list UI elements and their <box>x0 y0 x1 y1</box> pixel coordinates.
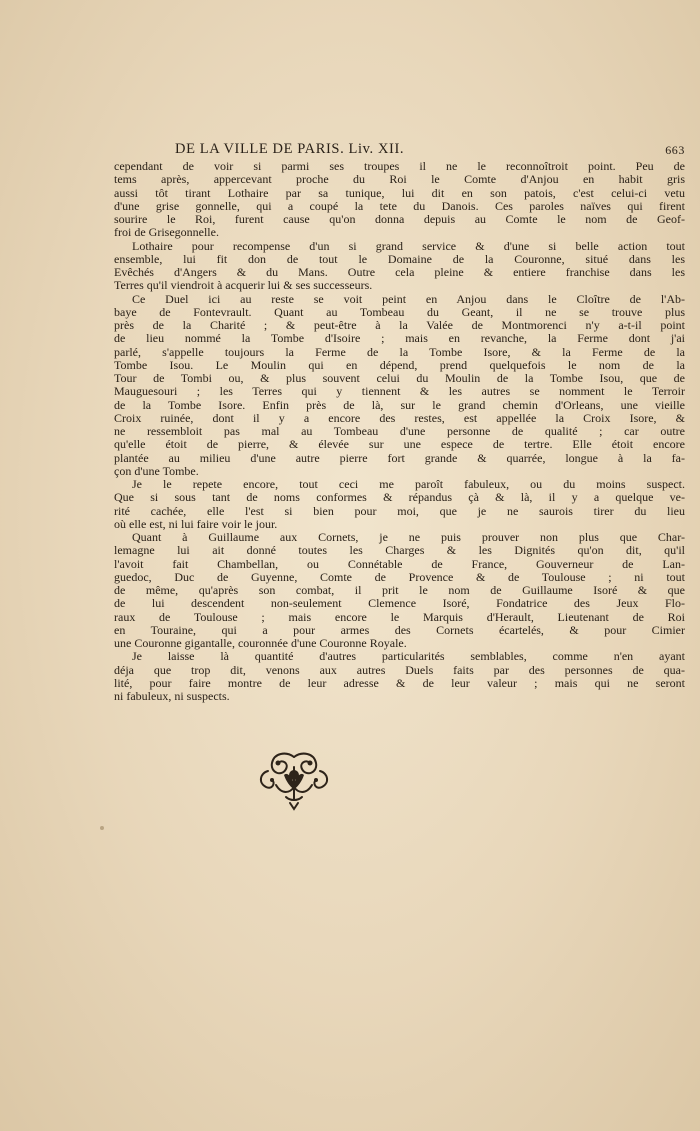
text-line: parlé, s'appelle toujours la Ferme de la Tombe Isore, & la Ferme de la <box>114 345 685 359</box>
text-line: raux de Toulouse ; mais encore le Marquis d'Herault, Lieutenant de Roi <box>114 610 685 624</box>
text-line: ne ressembloit pas mal au Tombeau d'une personne de qualité ; car outre <box>114 425 685 438</box>
text-line: près de la Charité ; & peut-être à la Valée de Montmorenci n'y a-t-il point <box>114 319 685 332</box>
text-line: de la Tombe Isore. Enfin près de là, sur le grand chemin d'Orleans, une vieille <box>114 398 685 412</box>
body-text <box>114 160 685 703</box>
text-line: de lieu nommé la Tombe d'Isoire ; mais en revanche, la Ferme dont j'ai <box>114 332 685 346</box>
paragraph-p4 <box>114 478 685 531</box>
page-number: 663 <box>665 143 685 157</box>
text-line: lité, pour faire montre de leur adresse & de leur valeur ; mais qui ne seront <box>114 676 685 690</box>
fleuron-ornament-icon <box>256 749 332 811</box>
paragraph-p6 <box>114 650 685 703</box>
text-line: froi de Grisegonnelle. <box>114 226 219 240</box>
text-line: Quant à Guillaume aux Cornets, je ne puis prouver non plus que Char- <box>132 531 685 544</box>
text-line: Je laisse là quantité d'autres particularités semblables, comme n'en ayant <box>132 650 685 664</box>
text-line: où elle est, ni lui faire voir le jour. <box>114 517 278 531</box>
text-line: de lui descendent non-seulement Clemence Isoré, Fondatrice des Jeux Flo- <box>114 597 685 611</box>
text-line: Que si sous tant de noms conformes & répandus çà & là, il y a quelque ve- <box>114 491 685 505</box>
text-line: Mauguesouri ; les Terres qui y tiennent & les autres se nomment le Terroir <box>114 385 685 399</box>
text-line: tems après, appercevant proche du Roi le Comte d'Anjou en habit gris <box>114 173 685 187</box>
text-line: Je le repete encore, tout ceci me paroît fabuleux, ou du moins suspect. <box>132 478 685 491</box>
text-line: de même, qu'après son combat, il prit le nom de Guillaume Isoré & que <box>114 584 685 597</box>
paper-speck <box>100 826 104 830</box>
text-line: en Touraine, qui a pour armes des Cornets écartelés, & pour Cimier <box>114 623 685 637</box>
text-line: sourire le Roi, furent cause qu'on donna depuis au Comte le nom de Geof- <box>114 213 685 226</box>
text-line: rité cachée, elle l'est si bien pour moi, que je ne saurois tirer du lieu <box>114 504 685 518</box>
paragraph-p1 <box>114 160 685 240</box>
text-line: cependant de voir si parmi ses troupes il ne le reconnoîtroit point. Peu de <box>114 160 685 173</box>
paragraph-p5 <box>114 531 685 650</box>
text-line: une Couronne gigantalle, couronnée d'une Couronne Royale. <box>114 637 407 650</box>
text-line: aussi tôt tirant Lothaire par sa tunique, lui dit en son patois, c'est celui-ci vetu <box>114 186 685 200</box>
text-line: Ce Duel ici au reste se voit peint en Anjou dans le Cloître de l'Ab- <box>132 292 685 306</box>
text-line: ensemble, lui fit don de tout le Domaine de la Couronne, situé dans les <box>114 252 685 266</box>
text-line: Tour de Tombi ou, & plus souvent celui du Moulin de la Tombe Isou, que de <box>114 372 685 385</box>
text-line: Terres qu'il viendroit à acquerir lui & ses successeurs. <box>114 279 373 293</box>
running-title: DE LA VILLE DE PARIS. Liv. XII. <box>175 141 405 157</box>
paragraph-p2 <box>114 240 685 293</box>
text-line: Tombe Isou. Le Moulin qui en dépend, prend quelquefois le nom de la <box>114 358 685 372</box>
text-line: qu'elle étoit de pierre, & élevée sur une espece de tertre. Elle étoit encore <box>114 438 685 452</box>
text-line: Lothaire pour recompense d'un si grand service & d'une si belle action tout <box>132 239 685 253</box>
paragraph-p3 <box>114 293 685 479</box>
text-line: çon d'une Tombe. <box>114 464 199 478</box>
text-line: baye de Fontevrault. Quant au Tombeau du Geant, il ne se trouve plus <box>114 305 685 319</box>
text-line: Croix ruinée, dont il y a encore des restes, est appellée la Croix Isore, & <box>114 411 685 425</box>
text-line: Evêchés d'Angers & du Mans. Outre cela pleine & entiere franchise dans les <box>114 266 685 279</box>
text-line: ni fabuleux, ni suspects. <box>114 690 230 703</box>
text-line: lemagne lui ait donné toutes les Charges & les Dignités qu'on dit, qu'il <box>114 544 685 558</box>
text-line: l'avoit fait Chambellan, ou Connétable de France, Gouverneur de Lan- <box>114 557 685 571</box>
text-line: déja que trop dit, venons aux autres Duels faits par des personnes de qua- <box>114 663 685 677</box>
text-line: plantée au milieu d'une autre pierre fort grande & quarrée, longue à la fa- <box>114 451 685 465</box>
text-line: d'une grise gonnelle, qui a coupé la tete du Danois. Ces paroles naïves qui firent <box>114 199 685 213</box>
text-line: guedoc, Duc de Guyenne, Comte de Provence & de Toulouse ; ni tout <box>114 570 685 584</box>
